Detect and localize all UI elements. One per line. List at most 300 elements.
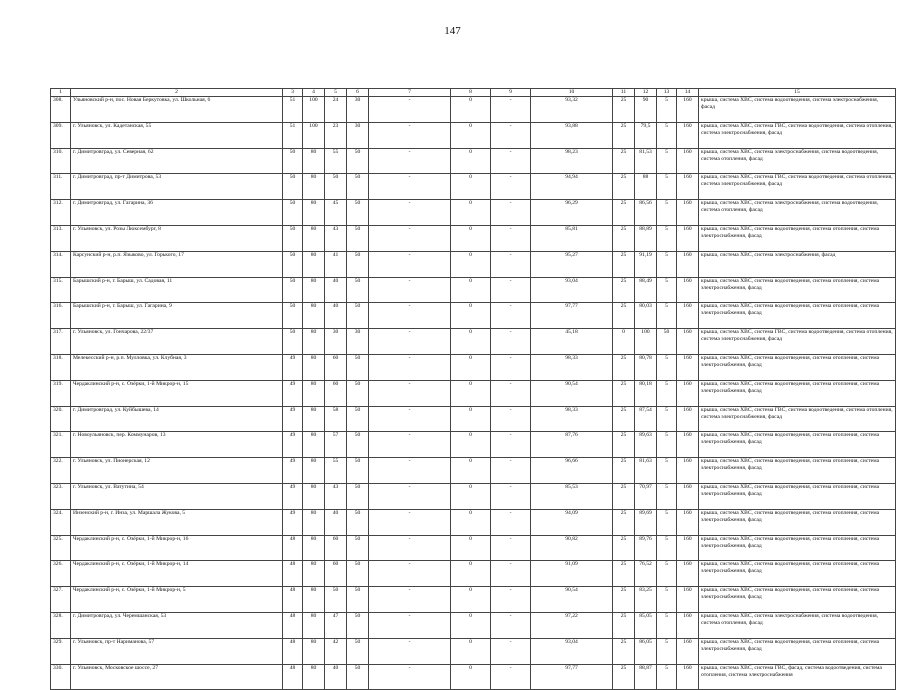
col-14-cell: 160 — [677, 561, 699, 587]
col-4-cell: 80 — [303, 587, 325, 613]
col-8-cell: 0 — [451, 174, 491, 200]
col-9-cell: - — [491, 380, 531, 406]
col-11-cell: 25 — [613, 122, 635, 148]
col-3-cell: 50 — [283, 303, 303, 329]
col-12-cell: 80,78 — [635, 354, 657, 380]
table-row — [51, 225, 896, 251]
col-7-cell: - — [369, 174, 451, 200]
col-14-cell: 160 — [677, 483, 699, 509]
col-11-cell: 25 — [613, 587, 635, 613]
col-6-cell: 30 — [347, 329, 369, 355]
col-6-cell: 50 — [347, 664, 369, 690]
col-10-cell: 87,76 — [531, 432, 613, 458]
work-types-cell: крыша, система ХВС, система электроснабжения, фасад — [699, 251, 896, 277]
col-8-cell: 0 — [451, 638, 491, 664]
col-7-cell: - — [369, 535, 451, 561]
col-6-cell: 50 — [347, 200, 369, 226]
col-3-cell: 49 — [283, 380, 303, 406]
col-14-cell: 160 — [677, 174, 699, 200]
row-number-cell: 309. — [51, 122, 71, 148]
col-6-cell: 50 — [347, 277, 369, 303]
col-5-cell: 60 — [325, 561, 347, 587]
col-13-cell: 5 — [657, 380, 677, 406]
address-cell: Карсунский р-н, р.п. Языково, ул. Горького, 17 — [71, 251, 283, 277]
col-7-cell: - — [369, 664, 451, 690]
column-header-3: 3 — [283, 89, 303, 97]
col-3-cell: 49 — [283, 458, 303, 484]
work-types-cell: крыша, система ХВС, система ГВС, система водоотведения, система отопления, система электроснабжения, фасад — [699, 329, 896, 355]
col-11-cell: 25 — [613, 638, 635, 664]
col-7-cell: - — [369, 458, 451, 484]
row-number-cell: 319. — [51, 380, 71, 406]
row-number-cell: 326. — [51, 561, 71, 587]
col-9-cell: - — [491, 483, 531, 509]
col-11-cell: 25 — [613, 509, 635, 535]
col-9-cell: - — [491, 561, 531, 587]
work-types-cell: крыша, система ХВС, система водоотведения, система отопления, система электроснабжения, фасад — [699, 587, 896, 613]
col-3-cell: 50 — [283, 148, 303, 174]
col-4-cell: 80 — [303, 329, 325, 355]
col-5-cell: 47 — [325, 612, 347, 638]
col-4-cell: 80 — [303, 664, 325, 690]
col-3-cell: 50 — [283, 329, 303, 355]
col-11-cell: 25 — [613, 535, 635, 561]
col-6-cell: 50 — [347, 561, 369, 587]
col-4-cell: 80 — [303, 225, 325, 251]
column-header-5: 5 — [325, 89, 347, 97]
address-cell: г. Ульяновск, ул. Гончарова, 22/37 — [71, 329, 283, 355]
address-cell: Чердаклинский р-н, с. Озёрки, 1-й Микрор-н, 15 — [71, 380, 283, 406]
col-14-cell: 160 — [677, 354, 699, 380]
col-8-cell: 0 — [451, 432, 491, 458]
col-14-cell: 160 — [677, 277, 699, 303]
col-8-cell: 0 — [451, 354, 491, 380]
col-5-cell: 50 — [325, 174, 347, 200]
col-12-cell: 80,03 — [635, 303, 657, 329]
table-body — [51, 97, 896, 690]
col-10-cell: 97,77 — [531, 303, 613, 329]
col-11-cell: 25 — [613, 174, 635, 200]
col-5-cell: 23 — [325, 122, 347, 148]
col-13-cell: 5 — [657, 225, 677, 251]
table-row — [51, 200, 896, 226]
col-13-cell: 5 — [657, 432, 677, 458]
col-6-cell: 50 — [347, 406, 369, 432]
table-row — [51, 612, 896, 638]
col-6-cell: 50 — [347, 354, 369, 380]
col-13-cell: 5 — [657, 664, 677, 690]
col-14-cell: 160 — [677, 97, 699, 123]
col-7-cell: - — [369, 432, 451, 458]
col-4-cell: 80 — [303, 303, 325, 329]
col-8-cell: 0 — [451, 225, 491, 251]
row-number-cell: 330. — [51, 664, 71, 690]
col-4-cell: 80 — [303, 535, 325, 561]
page-number: 147 — [444, 25, 461, 37]
address-cell: г. Димитровград, ул. Северная, 62 — [71, 148, 283, 174]
column-header-13: 13 — [657, 89, 677, 97]
address-cell: г. Димитровград, ул. Черемшанская, 53 — [71, 612, 283, 638]
column-header-11: 11 — [613, 89, 635, 97]
col-3-cell: 49 — [283, 354, 303, 380]
col-3-cell: 48 — [283, 664, 303, 690]
col-4-cell: 80 — [303, 432, 325, 458]
address-cell: Чердаклинский р-н, с. Озёрки, 1-й Микрор-н, 14 — [71, 561, 283, 587]
col-12-cell: 86,56 — [635, 200, 657, 226]
col-14-cell: 160 — [677, 638, 699, 664]
col-9-cell: - — [491, 277, 531, 303]
col-13-cell: 5 — [657, 354, 677, 380]
column-header-6: 6 — [347, 89, 369, 97]
col-13-cell: 5 — [657, 612, 677, 638]
col-7-cell: - — [369, 303, 451, 329]
col-12-cell: 88,87 — [635, 664, 657, 690]
col-7-cell: - — [369, 97, 451, 123]
col-14-cell: 160 — [677, 329, 699, 355]
col-7-cell: - — [369, 638, 451, 664]
col-10-cell: 98,23 — [531, 148, 613, 174]
col-3-cell: 50 — [283, 174, 303, 200]
col-11-cell: 25 — [613, 380, 635, 406]
col-13-cell: 50 — [657, 329, 677, 355]
address-cell: г. Новоульяновск, пер. Коммунаров, 13 — [71, 432, 283, 458]
col-8-cell: 0 — [451, 303, 491, 329]
col-12-cell: 88 — [635, 174, 657, 200]
col-5-cell: 41 — [325, 251, 347, 277]
work-types-cell: крыша, система ХВС, система водоотведения, система отопления, система электроснабжения, фасад — [699, 458, 896, 484]
col-6-cell: 50 — [347, 483, 369, 509]
col-4-cell: 80 — [303, 174, 325, 200]
col-6-cell: 50 — [347, 148, 369, 174]
col-8-cell: 0 — [451, 587, 491, 613]
col-7-cell: - — [369, 251, 451, 277]
col-4-cell: 80 — [303, 200, 325, 226]
col-12-cell: 81,63 — [635, 458, 657, 484]
col-6-cell: 50 — [347, 638, 369, 664]
col-12-cell: 100 — [635, 329, 657, 355]
col-3-cell: 48 — [283, 612, 303, 638]
col-13-cell: 5 — [657, 122, 677, 148]
col-6-cell: 50 — [347, 587, 369, 613]
col-14-cell: 160 — [677, 432, 699, 458]
col-12-cell: 89,76 — [635, 535, 657, 561]
col-9-cell: - — [491, 148, 531, 174]
col-7-cell: - — [369, 200, 451, 226]
col-14-cell: 160 — [677, 406, 699, 432]
col-5-cell: 55 — [325, 458, 347, 484]
table-row — [51, 483, 896, 509]
work-types-cell: крыша, система ХВС, система водоотведения, система отопления, система электроснабжения, фасад — [699, 380, 896, 406]
col-10-cell: 45,18 — [531, 329, 613, 355]
col-5-cell: 60 — [325, 354, 347, 380]
table-header — [51, 89, 896, 97]
col-3-cell: 50 — [283, 277, 303, 303]
col-3-cell: 49 — [283, 509, 303, 535]
col-4-cell: 80 — [303, 509, 325, 535]
col-10-cell: 90,82 — [531, 535, 613, 561]
col-13-cell: 5 — [657, 535, 677, 561]
col-8-cell: 0 — [451, 251, 491, 277]
col-13-cell: 5 — [657, 406, 677, 432]
col-9-cell: - — [491, 587, 531, 613]
col-9-cell: - — [491, 354, 531, 380]
col-10-cell: 95,27 — [531, 251, 613, 277]
col-10-cell: 94,94 — [531, 174, 613, 200]
col-7-cell: - — [369, 329, 451, 355]
col-11-cell: 25 — [613, 303, 635, 329]
col-5-cell: 30 — [325, 329, 347, 355]
row-number-cell: 314. — [51, 251, 71, 277]
col-4-cell: 80 — [303, 483, 325, 509]
col-11-cell: 25 — [613, 97, 635, 123]
col-11-cell: 25 — [613, 354, 635, 380]
col-5-cell: 42 — [325, 638, 347, 664]
address-cell: г. Димитровград, пр-т Димитрова, 53 — [71, 174, 283, 200]
col-4-cell: 80 — [303, 638, 325, 664]
row-number-cell: 322. — [51, 458, 71, 484]
work-types-cell: крыша, система ХВС, система ГВС, фасад, система водоотведения, система отопления, система электроснабжения — [699, 664, 896, 690]
col-6-cell: 30 — [347, 97, 369, 123]
row-number-cell: 327. — [51, 587, 71, 613]
col-8-cell: 0 — [451, 200, 491, 226]
col-14-cell: 160 — [677, 251, 699, 277]
col-8-cell: 0 — [451, 122, 491, 148]
col-6-cell: 50 — [347, 535, 369, 561]
work-types-cell: крыша, система ХВС, система водоотведения, система отопления, система электроснабжения, фасад — [699, 509, 896, 535]
col-8-cell: 0 — [451, 277, 491, 303]
col-9-cell: - — [491, 432, 531, 458]
work-types-cell: крыша, система ХВС, система водоотведения, система отопления, система электроснабжения, фасад — [699, 354, 896, 380]
col-10-cell: 85,81 — [531, 225, 613, 251]
col-3-cell: 50 — [283, 200, 303, 226]
col-3-cell: 49 — [283, 432, 303, 458]
col-3-cell: 50 — [283, 225, 303, 251]
address-cell: Чердаклинский р-н, с. Озёрки, 1-й Микрор-н, 16 — [71, 535, 283, 561]
col-8-cell: 0 — [451, 380, 491, 406]
address-cell: Мелекесский р-н, р.п. Мулловка, ул. Клубная, 3 — [71, 354, 283, 380]
col-9-cell: - — [491, 225, 531, 251]
col-11-cell: 25 — [613, 432, 635, 458]
col-13-cell: 5 — [657, 561, 677, 587]
address-cell: Инзенский р-н, г. Инза, ул. Маршала Жукова, 5 — [71, 509, 283, 535]
col-9-cell: - — [491, 638, 531, 664]
col-14-cell: 160 — [677, 509, 699, 535]
address-cell: г. Ульяновск, ул. Кадетанская, 55 — [71, 122, 283, 148]
row-number-cell: 308. — [51, 97, 71, 123]
col-10-cell: 90,54 — [531, 587, 613, 613]
col-13-cell: 5 — [657, 587, 677, 613]
column-header-2: 2 — [71, 89, 283, 97]
table-row — [51, 303, 896, 329]
col-9-cell: - — [491, 303, 531, 329]
col-6-cell: 50 — [347, 380, 369, 406]
col-11-cell: 25 — [613, 561, 635, 587]
col-9-cell: - — [491, 122, 531, 148]
col-5-cell: 40 — [325, 277, 347, 303]
work-types-cell: крыша, система ХВС, система электроснабжения, система водоотведения, система отопления, фасад — [699, 612, 896, 638]
col-10-cell: 85,53 — [531, 483, 613, 509]
col-12-cell: 86,05 — [635, 638, 657, 664]
col-14-cell: 160 — [677, 380, 699, 406]
col-5-cell: 40 — [325, 664, 347, 690]
col-8-cell: 0 — [451, 535, 491, 561]
col-6-cell: 50 — [347, 509, 369, 535]
col-7-cell: - — [369, 225, 451, 251]
row-number-cell: 310. — [51, 148, 71, 174]
col-8-cell: 0 — [451, 561, 491, 587]
col-5-cell: 55 — [325, 148, 347, 174]
col-3-cell: 48 — [283, 587, 303, 613]
col-5-cell: 43 — [325, 225, 347, 251]
col-4-cell: 100 — [303, 97, 325, 123]
header-row — [51, 89, 896, 97]
work-types-cell: крыша, система ХВС, система водоотведения, система отопления, система электроснабжения, фасад — [699, 277, 896, 303]
col-5-cell: 58 — [325, 406, 347, 432]
work-types-cell: крыша, система ХВС, система водоотведения, система отопления, система электроснабжения, фасад — [699, 561, 896, 587]
column-header-12: 12 — [635, 89, 657, 97]
col-5-cell: 43 — [325, 483, 347, 509]
col-11-cell: 25 — [613, 406, 635, 432]
row-number-cell: 312. — [51, 200, 71, 226]
address-cell: г. Ульяновск, ул. Пионерская, 12 — [71, 458, 283, 484]
col-3-cell: 51 — [283, 122, 303, 148]
col-13-cell: 5 — [657, 303, 677, 329]
col-14-cell: 160 — [677, 664, 699, 690]
table-row — [51, 664, 896, 690]
col-14-cell: 160 — [677, 200, 699, 226]
col-5-cell: 45 — [325, 200, 347, 226]
col-10-cell: 93,04 — [531, 277, 613, 303]
column-header-8: 8 — [451, 89, 491, 97]
col-12-cell: 79,5 — [635, 122, 657, 148]
row-number-cell: 321. — [51, 432, 71, 458]
col-14-cell: 160 — [677, 535, 699, 561]
col-3-cell: 50 — [283, 251, 303, 277]
col-13-cell: 5 — [657, 509, 677, 535]
col-11-cell: 25 — [613, 148, 635, 174]
col-4-cell: 80 — [303, 612, 325, 638]
col-5-cell: 57 — [325, 432, 347, 458]
col-12-cell: 88,49 — [635, 277, 657, 303]
col-4-cell: 80 — [303, 406, 325, 432]
col-14-cell: 160 — [677, 148, 699, 174]
col-5-cell: 40 — [325, 509, 347, 535]
col-4-cell: 80 — [303, 148, 325, 174]
col-7-cell: - — [369, 587, 451, 613]
table-row — [51, 638, 896, 664]
work-types-cell: крыша, система ХВС, система электроснабжения, система водоотведения, система отопления, фасад — [699, 200, 896, 226]
column-header-14: 14 — [677, 89, 699, 97]
col-4-cell: 80 — [303, 251, 325, 277]
col-14-cell: 160 — [677, 122, 699, 148]
col-12-cell: 76,52 — [635, 561, 657, 587]
column-header-10: 10 — [531, 89, 613, 97]
table-row — [51, 380, 896, 406]
col-11-cell: 25 — [613, 277, 635, 303]
col-14-cell: 160 — [677, 303, 699, 329]
column-header-9: 9 — [491, 89, 531, 97]
col-13-cell: 5 — [657, 200, 677, 226]
column-header-7: 7 — [369, 89, 451, 97]
address-cell: г. Ульяновск, ул. Ватутина, 54 — [71, 483, 283, 509]
col-6-cell: 50 — [347, 432, 369, 458]
col-8-cell: 0 — [451, 509, 491, 535]
work-types-cell: крыша, система ХВС, система водоотведения, система отопления, система электроснабжения, фасад — [699, 483, 896, 509]
col-3-cell: 49 — [283, 406, 303, 432]
work-types-cell: крыша, система ХВС, система водоотведения, система отопления, система электроснабжения, фасад — [699, 535, 896, 561]
address-cell: Барышский р-н, г. Барыш, ул. Гагарина, 9 — [71, 303, 283, 329]
col-4-cell: 80 — [303, 561, 325, 587]
col-11-cell: 25 — [613, 458, 635, 484]
row-number-cell: 318. — [51, 354, 71, 380]
col-9-cell: - — [491, 664, 531, 690]
col-8-cell: 0 — [451, 148, 491, 174]
table-row — [51, 97, 896, 123]
col-14-cell: 160 — [677, 225, 699, 251]
col-10-cell: 98,33 — [531, 354, 613, 380]
col-10-cell: 94,09 — [531, 509, 613, 535]
col-9-cell: - — [491, 329, 531, 355]
col-12-cell: 85,05 — [635, 612, 657, 638]
col-7-cell: - — [369, 354, 451, 380]
column-header-15: 15 — [699, 89, 896, 97]
col-12-cell: 89,63 — [635, 432, 657, 458]
col-8-cell: 0 — [451, 664, 491, 690]
work-types-cell: крыша, система ХВС, система водоотведения, система электроснабжения, фасад — [699, 97, 896, 123]
repair-program-table — [50, 88, 896, 690]
col-6-cell: 50 — [347, 612, 369, 638]
address-cell: Барышский р-н, г. Барыш, ул. Садовая, 11 — [71, 277, 283, 303]
col-12-cell: 90 — [635, 97, 657, 123]
work-types-cell: крыша, система ХВС, система водоотведения, система отопления, система электроснабжения, фасад — [699, 303, 896, 329]
row-number-cell: 328. — [51, 612, 71, 638]
address-cell: г. Ульяновск, Московское шоссе, 27 — [71, 664, 283, 690]
row-number-cell: 329. — [51, 638, 71, 664]
col-10-cell: 90,54 — [531, 380, 613, 406]
col-11-cell: 25 — [613, 251, 635, 277]
col-9-cell: - — [491, 174, 531, 200]
col-11-cell: 25 — [613, 664, 635, 690]
col-7-cell: - — [369, 380, 451, 406]
col-3-cell: 49 — [283, 483, 303, 509]
col-13-cell: 5 — [657, 483, 677, 509]
col-4-cell: 80 — [303, 380, 325, 406]
work-types-cell: крыша, система ХВС, система ГВС, система водоотведения, система отопления, система электроснабжения, фасад — [699, 406, 896, 432]
col-8-cell: 0 — [451, 483, 491, 509]
address-cell: Ульяновский р-н, пос. Новая Беркутовка, ул. Школьная, 6 — [71, 97, 283, 123]
col-3-cell: 48 — [283, 535, 303, 561]
column-header-1: 1 — [51, 89, 71, 97]
col-5-cell: 60 — [325, 380, 347, 406]
col-5-cell: 40 — [325, 303, 347, 329]
row-number-cell: 325. — [51, 535, 71, 561]
col-13-cell: 5 — [657, 174, 677, 200]
address-cell: г. Димитровград, ул. Гагарина, 36 — [71, 200, 283, 226]
col-8-cell: 0 — [451, 329, 491, 355]
row-number-cell: 320. — [51, 406, 71, 432]
col-7-cell: - — [369, 122, 451, 148]
work-types-cell: крыша, система ХВС, система водоотведения, система отопления, система электроснабжения, фасад — [699, 638, 896, 664]
col-13-cell: 5 — [657, 97, 677, 123]
address-cell: г. Ульяновск, ул. Розы Люксембург, 8 — [71, 225, 283, 251]
col-10-cell: 97,22 — [531, 612, 613, 638]
col-3-cell: 48 — [283, 561, 303, 587]
col-9-cell: - — [491, 251, 531, 277]
work-types-cell: крыша, система ХВС, система ГВС, система водоотведения, система отопления, система электроснабжения, фасад — [699, 122, 896, 148]
col-14-cell: 160 — [677, 587, 699, 613]
col-11-cell: 25 — [613, 483, 635, 509]
row-number-cell: 311. — [51, 174, 71, 200]
